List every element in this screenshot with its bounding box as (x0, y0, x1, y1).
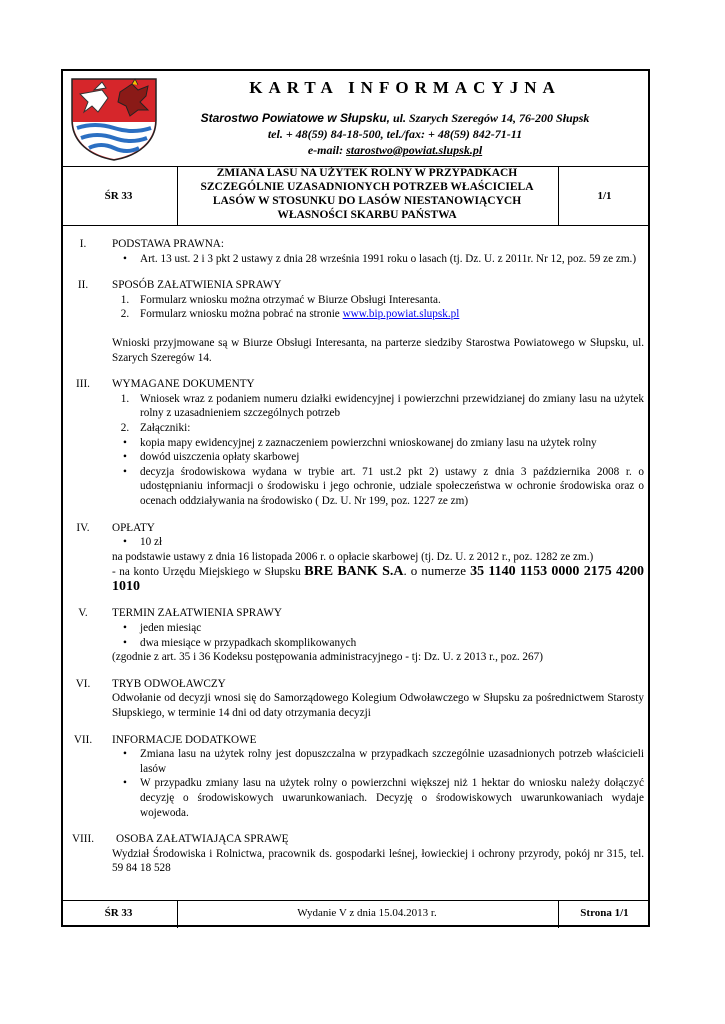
subject-line: WŁASNOŚCI SKARBU PAŃSTWA (277, 209, 457, 221)
procedure-note: Wnioski przyjmowane są w Biurze Obsługi Interesanta, na parterze siedziby Starostwa Powiatowego w Słupsku, ul. Szarych Szeregów 14. (112, 336, 644, 364)
list-item: • Zmiana lasu na użytek rolny jest dopuszczalna w przypadkach szczególnie uzasadnionych potrzeb właścicieli lasów (112, 747, 644, 776)
list-item: • kopia mapy ewidencyjnej z zaznaczeniem powierzchni wnioskowanej do zmiany lasu na użytek rolny (112, 436, 644, 451)
subject-line: ZMIANA LASU NA UŻYTEK ROLNY W PRZYPADKACH (216, 167, 518, 179)
section-title: TERMIN ZAŁATWIENIA SPRAWY (112, 607, 283, 620)
bank-account: - na konto Urzędu Miejskiego w Słupsku BRE BANK S.A. o numerze 35 1140 1153 0000 2175 4200 1010 (112, 563, 644, 594)
section-number: I. (79, 238, 87, 250)
list-item: • 10 zł (112, 535, 644, 550)
bip-link[interactable]: www.bip.powiat.slupsk.pl (342, 308, 460, 321)
email-link[interactable]: starostwo@powiat.slupsk.pl (346, 143, 483, 157)
bullet-icon: • (123, 252, 127, 265)
list-item: • dwa miesiące w przypadkach skomplikowanych (112, 636, 644, 651)
section-contact-person (62, 832, 650, 876)
account-number: 35 1140 1153 0000 2175 4200 1010 (112, 564, 644, 594)
list-item: 2. Załączniki: (120, 421, 191, 434)
list-item: 1. Formularz wniosku można otrzymać w Biurze Obsługi Interesanta. (120, 293, 441, 306)
office-info (150, 110, 640, 158)
appeal-text: Odwołanie od decyzji wnosi się do Samorządowego Kolegium Odwoławczego w Słupsku za pośrednictwem Starosty Słupskiego, w terminie 14 dni od daty otrzymania decyzji (112, 692, 644, 720)
card-subject (177, 166, 557, 222)
list-item: • decyzja środowiskowa wydana w trybie art. 71 ust.2 pkt 2) ustawy z dnia 3 października 2008 r. o udostępnianiu informacji o środowisku i jego ochronie, udziale społeczeństwa w ochronie środowiska oraz o ocenach oddziaływania na środowisko ( Dz. U. Nr 199, poz. 1227 ze zm) (112, 465, 644, 509)
section-procedure (62, 278, 650, 365)
section-deadline (62, 606, 650, 664)
subject-line: SZCZEGÓLNIE UZASADNIONYCH POTRZEB WŁAŚCICIELA (200, 181, 534, 193)
subject-line: LASÓW W STOSUNKU DO LASÓW NIESTANOWIĄCYCH (212, 195, 522, 207)
bullet-icon: • (123, 436, 127, 449)
bullet-icon: • (123, 777, 127, 790)
list-item: 2. Formularz wniosku można pobrać na stronie www.bip.powiat.slupsk.pl (120, 308, 460, 321)
footer-page: Strona 1/1 (580, 907, 629, 919)
list-item: • Art. 13 ust. 2 i 3 pkt 2 ustawy z dnia 28 września 1991 roku o lasach (tj. Dz. U. z 2011r. Nr 12, poz. 59 ze zm.) (112, 252, 644, 267)
section-title: TRYB ODWOŁAWCZY (112, 677, 226, 690)
section-title: SPOSÓB ZAŁATWIENIA SPRAWY (112, 279, 282, 292)
bank-name: BRE BANK S.A (304, 564, 404, 580)
section-fees (62, 521, 650, 595)
section-title: INFORMACJE DODATKOWE (112, 733, 257, 746)
section-title: PODSTAWA PRAWNA: (112, 238, 224, 250)
list-item: • jeden miesiąc (112, 621, 644, 636)
bullet-icon: • (123, 451, 127, 464)
office-address: ul. Szarych Szeregów 14, 76-200 Słupsk (390, 111, 590, 125)
content (62, 237, 650, 888)
bullet-icon: • (123, 748, 127, 761)
section-additional-info (62, 733, 650, 821)
section-number: VIII. (71, 833, 95, 846)
document-title: KARTA INFORMACYJNA (249, 78, 561, 97)
divider (63, 225, 648, 226)
deadline-note: (zgodnie z art. 35 i 36 Kodeksu postępowania administracyjnego - tj: Dz. U. z 2013 r., poz. 267) (112, 651, 543, 664)
section-number: III. (76, 378, 90, 391)
fee-basis: na podstawie ustawy z dnia 16 listopada 2006 r. o opłacie skarbowej (tj. Dz. U. z 2012 r., poz. 1282 ze zm.) (112, 550, 594, 563)
footer-code: ŚR 33 (104, 907, 133, 919)
section-legal-basis (62, 237, 650, 266)
bullet-icon: • (123, 622, 127, 635)
card-page: 1/1 (597, 190, 612, 202)
list-item: • W przypadku zmiany lasu na użytek rolny o powierzchni większej niż 1 hektar do wniosku należy dołączyć decyzję o środowiskowych uwarunkowaniach. Decyzję o środowiskowych uwarunkowaniach wydaje wojewoda. (112, 776, 644, 820)
office-phone: tel. + 48(59) 84-18-500, tel./fax: + 48(59) 842-71-11 (267, 127, 523, 141)
section-required-documents (62, 377, 650, 508)
section-number: VI. (75, 677, 91, 690)
section-number: II. (77, 279, 89, 292)
section-title: OPŁATY (112, 521, 155, 534)
list-item: • dowód uiszczenia opłaty skarbowej (112, 450, 644, 465)
section-appeal (62, 677, 650, 721)
bullet-icon: • (123, 465, 127, 478)
section-title: WYMAGANE DOKUMENTY (112, 378, 255, 391)
contact-text: Wydział Środowiska i Rolnictwa, pracownik ds. gospodarki leśnej, łowieckiej i ochrony przyrody, pokój nr 315, tel. 59 84 18 528 (112, 847, 644, 875)
footer-edition: Wydanie V z dnia 15.04.2013 r. (297, 907, 437, 919)
office-name: Starostwo Powiatowe w Słupsku, (200, 111, 390, 125)
coat-of-arms-icon (68, 76, 160, 162)
card-code: ŚR 33 (104, 190, 133, 202)
section-title: OSOBA ZAŁATWIAJĄCA SPRAWĘ (116, 833, 289, 846)
bullet-icon: • (123, 636, 127, 649)
bullet-icon: • (123, 536, 127, 549)
section-number: VII. (73, 733, 93, 746)
list-item: 1. Wniosek wraz z podaniem numeru działki ewidencyjnej i powierzchni przewidzianej do zmiany lasu na użytek rolny z uzasadnieniem szczególnych potrzeb (120, 392, 644, 420)
section-number: IV. (76, 521, 90, 534)
section-number: V. (78, 607, 88, 620)
email-label: e-mail: (307, 143, 347, 157)
